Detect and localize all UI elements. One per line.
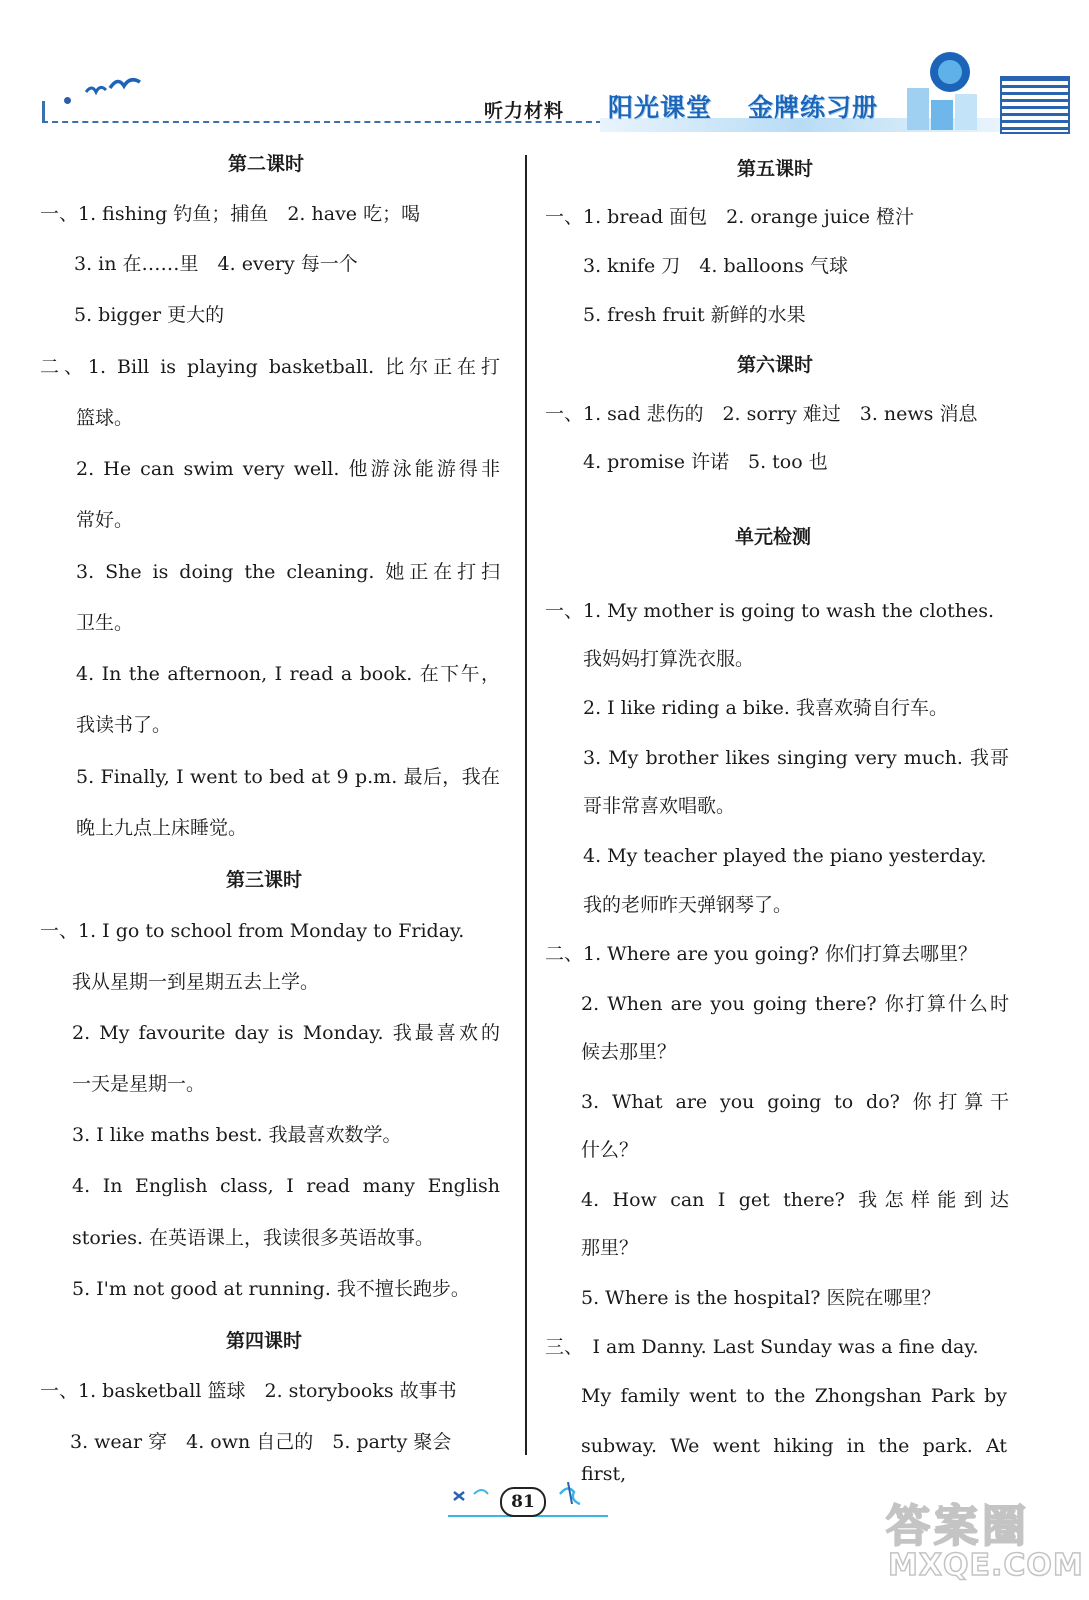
book-subtitle: 金牌练习册 xyxy=(748,93,879,122)
text-line: 我妈妈打算洗衣服。 xyxy=(583,648,755,670)
text-line: 二、1. Bill is playing basketball. 比尔正在打 xyxy=(40,356,500,378)
header-bracket xyxy=(42,101,45,123)
text-line: 常好。 xyxy=(76,509,134,531)
text-line: 2. My favourite day is Monday. 我最喜欢的 xyxy=(72,1022,500,1044)
text-line: 一、1. My mother is going to wash the clothes. xyxy=(545,600,995,622)
text-line: 哥非常喜欢唱歌。 xyxy=(583,795,736,817)
text-line: 篮球。 xyxy=(76,407,134,429)
section-title: 第六课时 xyxy=(737,354,814,376)
text-line: 一、1. fishing 钓鱼；捕鱼 2. have 吃；喝 xyxy=(40,203,421,225)
header-label: 听力材料 xyxy=(484,100,565,122)
text-line: 什么？ xyxy=(581,1139,639,1161)
text-line: subway. We went hiking in the park. At first, xyxy=(581,1435,1007,1485)
text-line: 2. I like riding a bike. 我喜欢骑自行车。 xyxy=(583,697,948,719)
text-line: stories. 在英语课上，我读很多英语故事。 xyxy=(72,1227,435,1249)
text-line: 2. He can swim very well. 他游泳能游得非 xyxy=(76,458,500,480)
section-title: 第五课时 xyxy=(737,158,814,180)
header-dot xyxy=(64,97,71,104)
text-line: 3. She is doing the cleaning. 她正在打扫 xyxy=(76,561,500,583)
text-line: 5. fresh fruit 新鲜的水果 xyxy=(583,304,806,326)
text-line: 一、1. bread 面包 2. orange juice 橙汁 xyxy=(545,206,915,228)
text-line: 我的老师昨天弹钢琴了。 xyxy=(583,894,793,916)
text-line: 一、1. basketball 篮球 2. storybooks 故事书 xyxy=(40,1380,457,1402)
text-line: 一、1. I go to school from Monday to Friday. xyxy=(40,920,465,942)
text-line: 一、1. sad 悲伤的 2. sorry 难过 3. news 消息 xyxy=(545,403,978,425)
birds-icon xyxy=(82,72,142,106)
header-stripes xyxy=(1000,76,1070,134)
text-line: 候去那里？ xyxy=(581,1041,677,1063)
text-line: 卫生。 xyxy=(76,612,134,634)
text-line: 三、 I am Danny. Last Sunday was a fine day. xyxy=(545,1336,979,1358)
text-line: 3. knife 刀 4. balloons 气球 xyxy=(583,255,849,277)
column-divider xyxy=(525,155,527,1455)
text-line: 我从星期一到星期五去上学。 xyxy=(72,971,320,993)
text-line: 3. I like maths best. 我最喜欢数学。 xyxy=(72,1124,402,1146)
text-line: 晚上九点上床睡觉。 xyxy=(76,817,248,839)
text-line: 5. I'm not good at running. 我不擅长跑步。 xyxy=(72,1278,470,1300)
trophy-globe-icon xyxy=(895,40,1000,135)
watermark-bottom: MXQE.COM xyxy=(888,1548,1084,1583)
text-line: My family went to the Zhongshan Park by xyxy=(581,1385,1007,1407)
text-line: 4. promise 许诺 5. too 也 xyxy=(583,451,828,473)
text-line: 4. My teacher played the piano yesterday. xyxy=(583,845,987,867)
book-title: 阳光课堂 xyxy=(608,93,713,122)
text-line: 2. When are you going there? 你打算什么时 xyxy=(581,993,1009,1015)
section-title: 第二课时 xyxy=(228,153,305,175)
section-title: 第四课时 xyxy=(226,1330,303,1352)
text-line: 我读书了。 xyxy=(76,714,172,736)
section-title: 第三课时 xyxy=(226,869,303,891)
text-line: 4. How can I get there? 我怎样能到达 xyxy=(581,1189,1009,1211)
text-line: 3. in 在……里 4. every 每一个 xyxy=(74,253,358,275)
text-line: 二、1. Where are you going? 你们打算去哪里？ xyxy=(545,943,977,965)
page-header xyxy=(0,0,1089,140)
page-number: 81 xyxy=(500,1487,546,1517)
text-line: 一天是星期一。 xyxy=(72,1073,206,1095)
text-line: 4. In the afternoon, I read a book. 在下午， xyxy=(76,663,500,685)
text-line: 那里？ xyxy=(581,1237,639,1259)
watermark-logo xyxy=(880,1490,1084,1590)
section-title: 单元检测 xyxy=(735,526,812,548)
watermark-top: 答案圈 xyxy=(886,1501,1030,1552)
text-line: 3. What are you going to do? 你打算干 xyxy=(581,1091,1009,1113)
text-line: 5. bigger 更大的 xyxy=(74,304,225,326)
text-line: 5. Finally, I went to bed at 9 p.m. 最后，我在 xyxy=(76,766,500,788)
text-line: 3. My brother likes singing very much. 我哥 xyxy=(583,747,1009,769)
text-line: 3. wear 穿 4. own 自己的 5. party 聚会 xyxy=(70,1431,452,1453)
text-line: 5. Where is the hospital? 医院在哪里？ xyxy=(581,1287,941,1309)
text-line: 4. In English class, I read many English xyxy=(72,1175,500,1197)
